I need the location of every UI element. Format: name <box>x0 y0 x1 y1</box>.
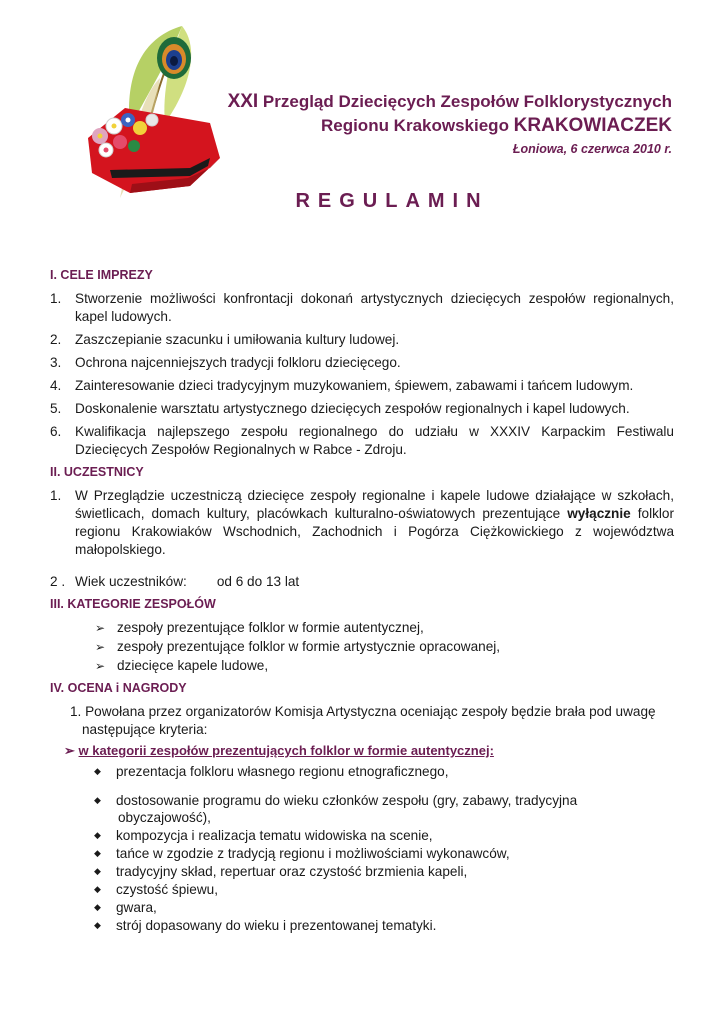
list-item <box>95 657 674 675</box>
item-text: kompozycja i realizacja tematu widowiska na scenie, <box>116 828 433 843</box>
item-text: tradycyjny skład, repertuar oraz czystość brzmienia kapeli, <box>116 864 468 879</box>
evaluation-intro <box>70 703 674 739</box>
item-text: folklor regionu Krakowiaków Wschodnich, Zachodnich i Pogórza Ciężkowickiego z województwa małopolskiego. <box>75 506 674 557</box>
item-text: Kwalifikacja najlepszego zespołu regionalnego do udziału w XXXIV Karpackim Festiwalu Dziecięcych Zespołów Regionalnych w Rabce - Zdroju. <box>75 424 674 457</box>
item-number: 1. <box>50 488 62 503</box>
diamond-bullet-icon: ◆ <box>94 766 101 776</box>
item-text: czystość śpiewu, <box>116 882 218 897</box>
list-item <box>50 423 674 459</box>
document-title: REGULAMIN <box>295 190 489 212</box>
categories-list <box>95 619 674 675</box>
list-item <box>50 487 674 559</box>
item-text: zespoły prezentujące folklor w formie artystycznie opracowanej, <box>117 639 501 654</box>
arrow-bullet-icon: ➢ <box>95 640 106 654</box>
list-item <box>94 763 674 780</box>
item-text: W Przeglądzie uczestniczą dziecięce zespoły regionalne i kapele ludowe działające w szkołach, świetlicach, domach kultury, placówkach kulturalno-oświatowych prezentujące <box>75 488 674 521</box>
diamond-bullet-icon: ◆ <box>94 795 101 805</box>
goals-list <box>50 290 674 459</box>
section-heading-participants: II. UCZESTNICY <box>50 465 144 479</box>
event-title-block <box>228 90 672 156</box>
section-heading-categories: III. KATEGORIE ZESPOŁÓW <box>50 597 216 611</box>
criteria-label: w kategorii zespołów prezentujących folklor w formie autentycznej: <box>78 743 494 758</box>
item-text: strój dopasowany do wieku i prezentowanej tematyki. <box>116 918 437 933</box>
item-text: Ochrona najcenniejszych tradycji folkloru dziecięcego. <box>75 355 401 370</box>
item-text: Doskonalenie warsztatu artystycznego dziecięcych zespołów regionalnych i kapel ludowych. <box>75 401 630 416</box>
list-item <box>94 792 674 826</box>
item-number: 2. <box>50 332 62 347</box>
item-number: 3. <box>50 355 62 370</box>
item-text-continued: obyczajowość), <box>118 810 211 825</box>
item-number: 6. <box>50 424 62 439</box>
arrow-bullet-icon: ➢ <box>95 621 106 635</box>
list-item <box>50 354 674 372</box>
section-heading-evaluation: IV. OCENA i NAGRODY <box>50 681 187 695</box>
intro-line: następujące kryteria: <box>82 722 208 737</box>
item-number: 4. <box>50 378 62 393</box>
item-text: Zainteresowanie dzieci tradycyjnym muzykowaniem, śpiewem, zabawami i tańcem ludowym. <box>75 378 634 393</box>
list-item <box>94 845 674 862</box>
diamond-bullet-icon: ◆ <box>94 848 101 858</box>
title-line1-text: Przegląd Dziecięcych Zespołów Folklorystycznych <box>258 92 672 111</box>
list-item <box>50 400 674 418</box>
item-number: 1. <box>50 291 62 306</box>
list-item <box>95 619 674 637</box>
list-item <box>94 917 674 934</box>
item-text: gwara, <box>116 900 157 915</box>
item-number: 2 . <box>50 574 66 589</box>
participants-list <box>50 487 674 559</box>
diamond-bullet-icon: ◆ <box>94 830 101 840</box>
title-line2-text: Regionu Krakowskiego <box>320 116 514 135</box>
document-body <box>50 262 674 935</box>
age-line <box>50 573 674 591</box>
list-item <box>94 827 674 844</box>
emphasis-text: wyłącznie <box>567 506 631 521</box>
list-item <box>50 331 674 349</box>
event-title-line1 <box>228 90 672 114</box>
item-text: zespoły prezentujące folklor w formie autentycznej, <box>117 620 424 635</box>
event-name: KRAKOWIACZEK <box>513 115 672 136</box>
event-title-line2 <box>228 114 672 138</box>
intro-line: 1. Powołana przez organizatorów Komisja Artystyczna oceniając zespoły będzie brała pod uwagę <box>70 704 656 719</box>
list-item <box>94 863 674 880</box>
list-item <box>94 899 674 916</box>
item-text: prezentacja folkloru własnego regionu etnograficznego, <box>116 764 449 779</box>
diamond-bullet-icon: ◆ <box>94 902 101 912</box>
item-text: Stworzenie możliwości konfrontacji dokonań artystycznych dziecięcych zespołów regionalnych, kapel ludowych. <box>75 291 674 324</box>
criteria-list <box>94 763 674 934</box>
item-text: dostosowanie programu do wieku członków zespołu (gry, zabawy, tradycyjna <box>116 793 578 808</box>
place-date: Łoniowa, 6 czerwca 2010 r. <box>512 142 672 156</box>
age-label: Wiek uczestników: <box>75 574 187 589</box>
age-value: od 6 do 13 lat <box>216 574 300 589</box>
arrow-bullet-icon: ➢ <box>95 659 106 673</box>
list-item <box>50 290 674 326</box>
diamond-bullet-icon: ◆ <box>94 884 101 894</box>
diamond-bullet-icon: ◆ <box>94 920 101 930</box>
item-text: dziecięce kapele ludowe, <box>117 658 269 673</box>
item-number: 5. <box>50 401 62 416</box>
criteria-heading <box>64 743 674 759</box>
arrow-bullet-icon: ➢ <box>64 743 75 758</box>
section-heading-goals: I. CELE IMPREZY <box>50 268 153 282</box>
edition-number: XXI <box>227 91 259 112</box>
diamond-bullet-icon: ◆ <box>94 866 101 876</box>
item-text: Zaszczepianie szacunku i umiłowania kultury ludowej. <box>75 332 400 347</box>
list-item <box>95 638 674 656</box>
list-item <box>50 377 674 395</box>
list-item <box>94 881 674 898</box>
item-text: tańce w zgodzie z tradycją regionu i możliwościami wykonawców, <box>116 846 510 861</box>
